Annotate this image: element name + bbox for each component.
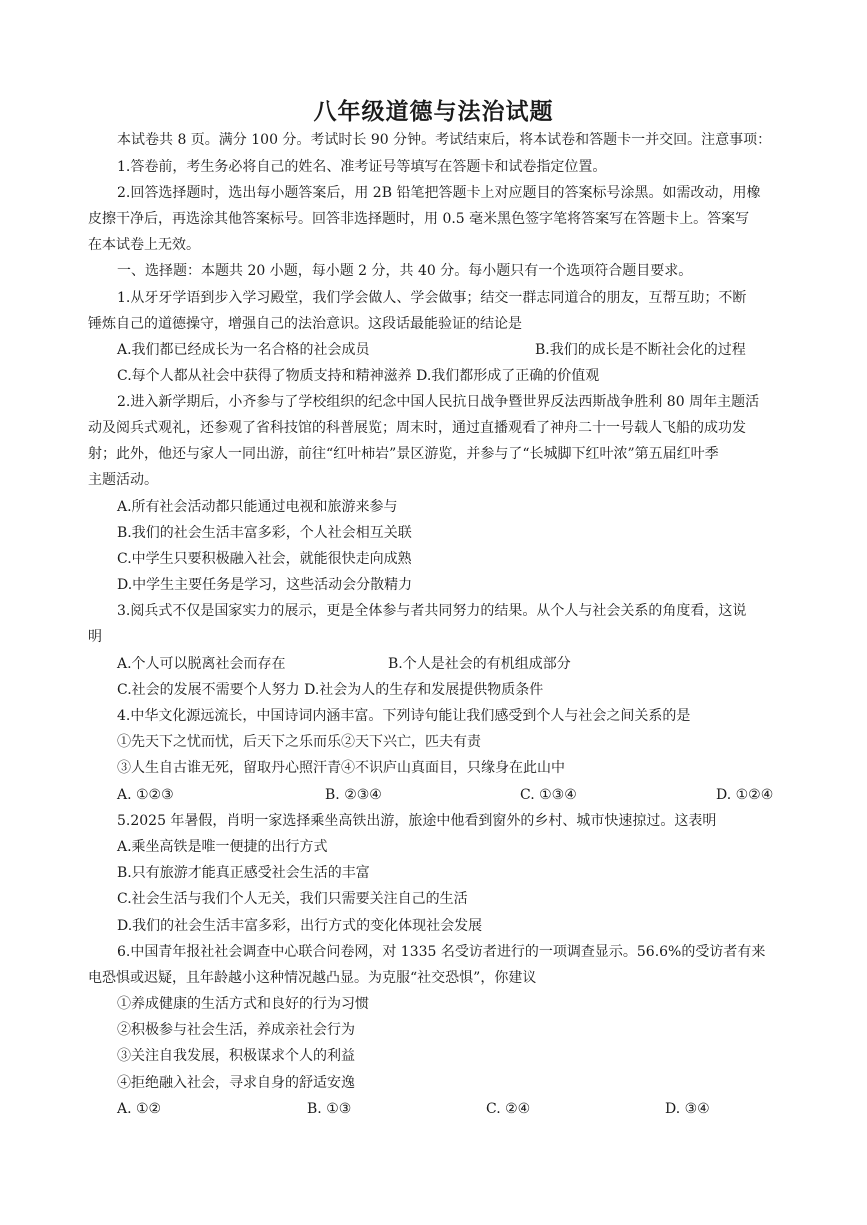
question-3-option-cd: C.社会的发展不需要个人努力 D.社会为人的生存和发展提供物质条件 bbox=[117, 682, 544, 698]
question-6-stem: 6.中国青年报社社会调查中心联合问卷网，对 1335 名受访者进行的一项调查显示。56.6%的受访者有来 bbox=[117, 944, 766, 960]
question-2-option: C.中学生只要积极融入社会，就能很快走向成熟 bbox=[117, 551, 412, 567]
instructions-line: 本试卷共 8 页。满分 100 分。考试时长 90 分钟。考试结束后，将本试卷和答题卡一并交回。注意事项： bbox=[117, 132, 772, 148]
question-3-option-a: A.个人可以脱离社会而存在 bbox=[117, 656, 286, 672]
question-6-item: ③关注自我发展，积极谋求个人的利益 bbox=[117, 1048, 355, 1064]
question-3-stem: 明 bbox=[88, 629, 102, 645]
instructions-line: 皮擦干净后，再选涂其他答案标号。回答非选择题时，用 0.5 毫米黑色签字笔将答案写在答题卡上。答案写 bbox=[88, 211, 750, 227]
question-2-stem: 2.进入新学期后，小齐参与了学校组织的纪念中国人民抗日战争暨世界反法西斯战争胜利 80 周年主题活 bbox=[117, 394, 760, 410]
question-1-option-a: A.我们都已经成长为一名合格的社会成员 bbox=[117, 342, 370, 358]
question-6-item: ④拒绝融入社会，寻求自身的舒适安逸 bbox=[117, 1075, 355, 1091]
question-4-item: ③人生自古谁无死，留取丹心照汗青④不识庐山真面目，只缘身在此山中 bbox=[117, 760, 565, 776]
question-4-item: ①先天下之忧而忧，后天下之乐而乐②天下兴亡，匹夫有责 bbox=[117, 734, 481, 750]
question-1-stem: 锤炼自己的道德操守，增强自己的法治意识。这段话最能验证的结论是 bbox=[88, 316, 522, 332]
question-6-item: ②积极参与社会生活，养成亲社会行为 bbox=[117, 1022, 355, 1038]
instructions-line: 1.答卷前，考生务必将自己的姓名、准考证号等填写在答题卡和试卷指定位置。 bbox=[117, 159, 607, 175]
instructions-line: 在本试卷上无效。 bbox=[88, 237, 200, 253]
question-5-option: B.只有旅游才能真正感受社会生活的丰富 bbox=[117, 865, 370, 881]
question-4-stem: 4.中华文化源远流长，中国诗词内涵丰富。下列诗句能让我们感受到个人与社会之间关系的是 bbox=[117, 708, 691, 724]
question-4-option-a: A. ①②③ bbox=[117, 787, 174, 803]
question-5-stem: 5.2025 年暑假，肖明一家选择乘坐高铁出游，旅途中他看到窗外的乡村、城市快速掠过。这表明 bbox=[117, 813, 717, 829]
question-2-option: D.中学生主要任务是学习，这些活动会分散精力 bbox=[117, 577, 413, 593]
question-2-stem: 动及阅兵式观礼，还参观了省科技馆的科普展览；周末时，通过直播观看了神舟二十一号载人飞船的成功发 bbox=[88, 420, 746, 436]
question-5-option: C.社会生活与我们个人无关，我们只需要关注自己的生活 bbox=[117, 891, 468, 907]
question-6-option-a: A. ①② bbox=[117, 1101, 162, 1117]
question-4-option-c: C. ①③④ bbox=[520, 787, 577, 803]
question-2-option: A.所有社会活动都只能通过电视和旅游来参与 bbox=[117, 499, 398, 515]
page-title: 八年级道德与法治试题 bbox=[313, 99, 554, 125]
question-2-stem: 主题活动。 bbox=[88, 472, 158, 488]
instructions-line: 2.回答选择题时，选出每小题答案后，用 2B 铅笔把答题卡上对应题目的答案标号涂黑。如需改动，用橡 bbox=[117, 185, 761, 201]
question-1-option-cd: C.每个人都从社会中获得了物质支持和精神滋养 D.我们都形成了正确的价值观 bbox=[117, 368, 600, 384]
question-2-option: B.我们的社会生活丰富多彩，个人社会相互关联 bbox=[117, 525, 412, 541]
question-6-item: ①养成健康的生活方式和良好的行为习惯 bbox=[117, 996, 369, 1012]
question-6-option-b: B. ①③ bbox=[307, 1101, 352, 1117]
question-6-stem: 电恐惧或迟疑，且年龄越小这种情况越凸显。为克服“社交恐惧”，你建议 bbox=[88, 970, 537, 986]
question-6-option-d: D. ③④ bbox=[665, 1101, 710, 1117]
question-6-option-c: C. ②④ bbox=[486, 1101, 531, 1117]
question-5-option: D.我们的社会生活丰富多彩，出行方式的变化体现社会发展 bbox=[117, 918, 483, 934]
question-3-stem: 3.阅兵式不仅是国家实力的展示，更是全体参与者共同努力的结果。从个人与社会关系的角度看，这说 bbox=[117, 603, 747, 619]
question-5-option: A.乘坐高铁是唯一便捷的出行方式 bbox=[117, 839, 328, 855]
question-4-option-d: D. ①②④ bbox=[716, 787, 774, 803]
section-heading: 一、选择题：本题共 20 小题，每小题 2 分，共 40 分。每小题只有一个选项符合题目要求。 bbox=[117, 263, 693, 279]
question-2-stem: 射；此外，他还与家人一同出游，前往“红叶柿岩”景区游览，并参与了“长城脚下红叶浓”第五届红叶季 bbox=[88, 446, 719, 462]
question-1-option-b: B.我们的成长是不断社会化的过程 bbox=[535, 342, 746, 358]
question-3-option-b: B.个人是社会的有机组成部分 bbox=[388, 656, 571, 672]
question-1-stem: 1.从牙牙学语到步入学习殿堂，我们学会做人、学会做事；结交一群志同道合的朋友，互帮互助；不断 bbox=[117, 290, 747, 306]
question-4-option-b: B. ②③④ bbox=[325, 787, 382, 803]
